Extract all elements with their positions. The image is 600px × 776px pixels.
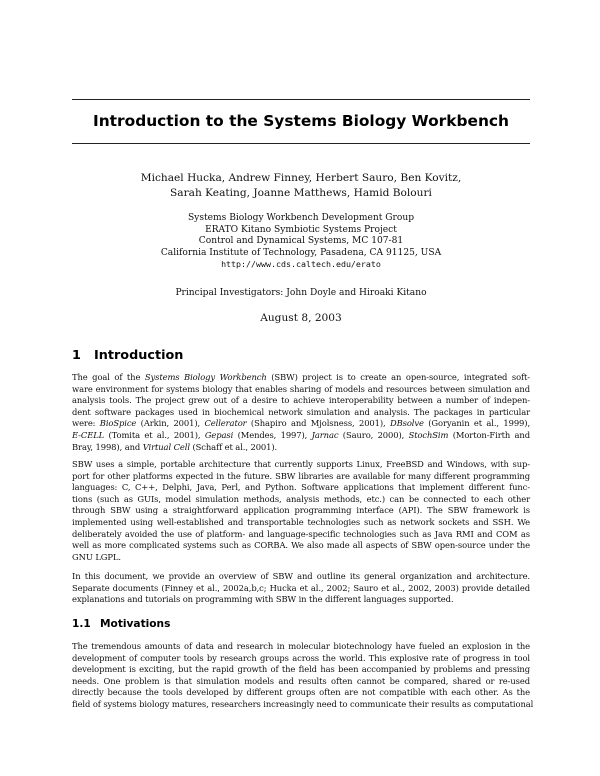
principal-investigators: Principal Investigators: John Doyle and Hiroaki Kitano bbox=[175, 288, 427, 298]
affiliation-line: ERATO Kitano Symbiotic Systems Project bbox=[205, 224, 397, 235]
section-number: 1 bbox=[72, 348, 81, 363]
text-line: ware environment for systems biology that enables sharing of models and resources between simulation and bbox=[72, 383, 530, 394]
text-line: development of computer tools by research groups across the world. This explosive rate of progress in tool bbox=[72, 652, 530, 663]
text-line: were: BioSpice (Arkin, 2001), Cellerator (Shapiro and Mjolsness, 2001), DBsolve (Goryanin et al., 1999), bbox=[72, 418, 531, 429]
section-heading-motivations bbox=[72, 618, 170, 630]
text-line: GNU LGPL. bbox=[72, 551, 121, 562]
text-line: needs. One problem is that simulation models and results often cannot be compared, shared or re-used bbox=[72, 675, 530, 686]
text-line: The tremendous amounts of data and research in molecular biotechnology have fueled an explosion in the bbox=[72, 641, 530, 651]
section-heading-introduction bbox=[72, 348, 183, 363]
text-line: In this document, we provide an overview of SBW and outline its general organization and architecture. bbox=[72, 571, 530, 581]
text-line: development is exciting, but the rapid growth of the field has been accompanied by problems and pressing bbox=[72, 664, 530, 675]
paragraph-motivations bbox=[72, 641, 534, 711]
paragraph-overview bbox=[72, 571, 530, 606]
text-line: E-CELL (Tomita et al., 2001), Gepasi (Mendes, 1997), Jarnac (Sauro, 2000), StochSim (Morton-Firth and bbox=[72, 429, 530, 440]
bottom-rule bbox=[72, 143, 530, 144]
paragraph-architecture bbox=[72, 459, 530, 563]
text-line: through SBW using a straightforward application programming interface (API). The SBW framework is bbox=[72, 505, 530, 516]
author-line: Michael Hucka, Andrew Finney, Herbert Sauro, Ben Kovitz, bbox=[140, 172, 462, 184]
text-line: explanations and tutorials on programming with SBW in the different languages supported. bbox=[72, 594, 454, 605]
text-line: directly because the tools developed by different groups often are not compatible with each other. As the bbox=[72, 687, 530, 698]
text-line: Bray, 1998), and Virtual Cell (Schaff et al., 2001). bbox=[72, 441, 278, 452]
text-line: port for other platforms expected in the future. SBW libraries are available for many different programming bbox=[72, 470, 530, 481]
text-line: analysis tools. The project grew out of a desire to achieve interoperability between a number of indepen- bbox=[72, 395, 530, 406]
affiliation-line: Systems Biology Workbench Development Group bbox=[187, 213, 415, 223]
text-line: deliberately avoided the use of platform- and language-specific technologies such as Java RMI and COM as bbox=[72, 528, 530, 539]
top-rule bbox=[72, 99, 530, 100]
paper-title: Introduction to the Systems Biology Workbench bbox=[92, 112, 509, 130]
text-line: SBW uses a simple, portable architecture that currently supports Linux, FreeBSD and Windows, with sup- bbox=[72, 459, 530, 469]
text-line: dent software packages used in biochemical network simulation and analysis. The packages in particular bbox=[72, 406, 530, 417]
affiliation-block bbox=[72, 213, 530, 271]
text-line: implemented using well-established and transportable technologies such as network sockets and SSH. We bbox=[72, 516, 530, 527]
affiliation-line: Control and Dynamical Systems, MC 107-81 bbox=[198, 236, 404, 247]
section-title: Introduction bbox=[94, 348, 184, 363]
publication-date: August 8, 2003 bbox=[260, 312, 342, 324]
author-line: Sarah Keating, Joanne Matthews, Hamid Bolouri bbox=[170, 187, 432, 199]
project-url[interactable]: http://www.cds.caltech.edu/erato bbox=[221, 259, 381, 270]
affiliation-line: California Institute of Technology, Pasadena, CA 91125, USA bbox=[160, 247, 442, 258]
section-number: 1.1 bbox=[72, 618, 91, 630]
text-line: tions (such as GUIs, model simulation methods, analysis methods, etc.) can be connected to each other bbox=[72, 493, 530, 504]
author-list bbox=[72, 171, 530, 201]
section-title: Motivations bbox=[100, 618, 171, 630]
paragraph-goal bbox=[72, 372, 530, 453]
text-line: field of systems biology matures, researchers increasingly need to communicate their results as computational bbox=[72, 698, 534, 709]
text-line: languages: C, C++, Delphi, Java, Perl, and Python. Software applications that implement different func- bbox=[72, 482, 530, 493]
text-line: well as more complicated systems such as CORBA. We also made all aspects of SBW open-source under the bbox=[72, 540, 530, 551]
text-line: The goal of the Systems Biology Workbench (SBW) project is to create an open-source, integrated soft- bbox=[72, 372, 530, 382]
text-line: Separate documents (Finney et al., 2002a,b,c; Hucka et al., 2002; Sauro et al., 2002, 2003) provide detailed bbox=[72, 582, 530, 593]
